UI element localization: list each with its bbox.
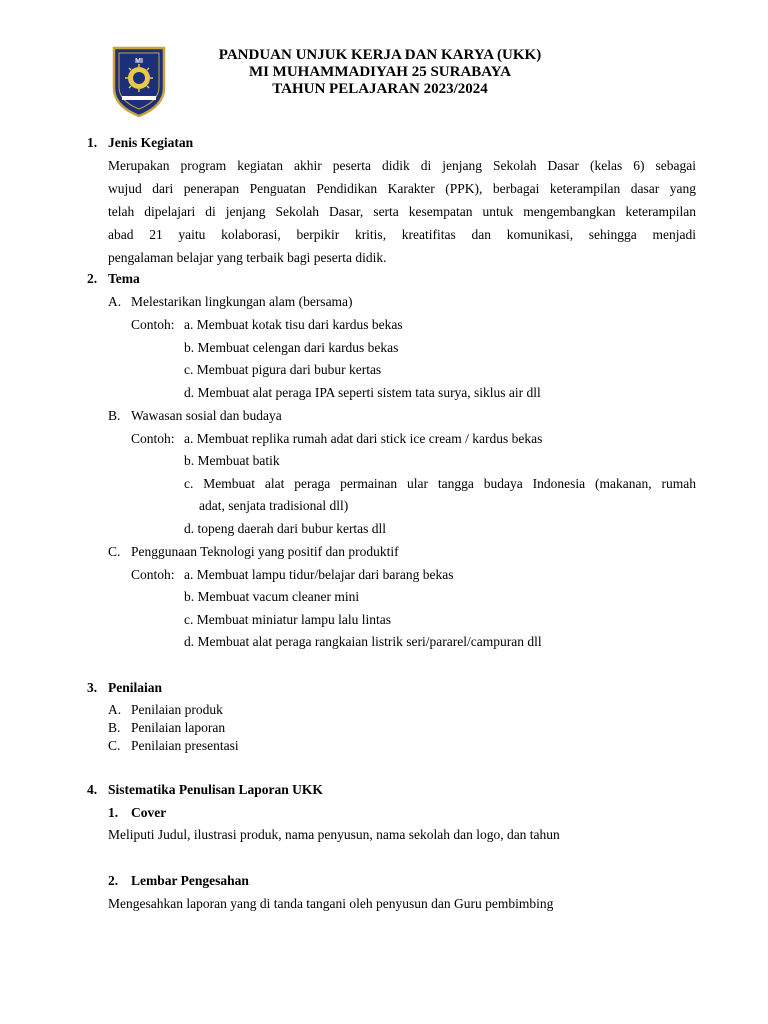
- paragraph-line: wujud dari penerapan Penguatan Pendidikan Karakter (PPK), berbagai keterampilan dasar yang: [108, 181, 696, 196]
- theme-b-title: Wawasan sosial dan budaya: [131, 408, 282, 423]
- subsection-title: Cover: [131, 805, 167, 820]
- section-2-title: Tema: [108, 271, 140, 286]
- list-item: b. Membuat batik: [184, 453, 280, 468]
- theme-c-title: Penggunaan Teknologi yang positif dan produktif: [131, 544, 399, 559]
- subsection-number: 2.: [108, 873, 119, 888]
- list-item: Penilaian presentasi: [131, 738, 239, 753]
- subsection-text: Meliputi Judul, ilustrasi produk, nama penyusun, nama sekolah dan logo, dan tahun: [108, 827, 560, 842]
- example-label: Contoh:: [131, 317, 175, 332]
- theme-c-letter: C.: [108, 544, 121, 559]
- list-item: b. Membuat vacum cleaner mini: [184, 589, 360, 604]
- section-1-paragraph: [108, 154, 696, 269]
- list-item: [184, 476, 696, 492]
- paragraph-line: Merupakan program kegiatan akhir peserta didik di jenjang Sekolah Dasar (kelas 6) sebagai: [108, 158, 696, 173]
- list-item: d. Membuat alat peraga IPA seperti sistem tata surya, siklus air dll: [184, 385, 541, 400]
- subsection-number: 1.: [108, 805, 119, 820]
- list-letter: B.: [108, 720, 121, 735]
- list-item: Penilaian laporan: [131, 720, 226, 735]
- list-letter: C.: [108, 738, 121, 753]
- header-year: TAHUN PELAJARAN 2023/2024: [272, 81, 488, 97]
- list-item: Penilaian produk: [131, 702, 223, 717]
- list-letter: A.: [108, 702, 122, 717]
- list-item: a. Membuat lampu tidur/belajar dari barang bekas: [184, 567, 454, 582]
- document-header: [180, 47, 580, 98]
- subsection-title: Lembar Pengesahan: [131, 873, 249, 888]
- section-3-title: Penilaian: [108, 680, 163, 695]
- list-item: d. topeng daerah dari bubur kertas dll: [184, 521, 387, 536]
- section-3-number: 3.: [87, 680, 98, 695]
- list-item-line: adat, senjata tradisional dll): [199, 498, 349, 513]
- section-2-number: 2.: [87, 271, 98, 286]
- list-item: a. Membuat replika rumah adat dari stick ice cream / kardus bekas: [184, 431, 543, 446]
- example-label: Contoh:: [131, 567, 175, 582]
- svg-text:MI: MI: [135, 58, 143, 65]
- theme-a-letter: A.: [108, 294, 122, 309]
- header-title: PANDUAN UNJUK KERJA DAN KARYA (UKK): [218, 47, 542, 63]
- list-item: a. Membuat kotak tisu dari kardus bekas: [184, 317, 403, 332]
- section-1-title: Jenis Kegiatan: [108, 135, 194, 150]
- list-item: b. Membuat celengan dari kardus bekas: [184, 340, 399, 355]
- theme-a-title: Melestarikan lingkungan alam (bersama): [131, 294, 353, 309]
- section-4-number: 4.: [87, 782, 98, 797]
- subsection-text: Mengesahkan laporan yang di tanda tangani oleh penyusun dan Guru pembimbing: [108, 896, 554, 911]
- list-item-line: c. Membuat alat peraga permainan ular tangga budaya Indonesia (makanan, rumah: [184, 476, 696, 491]
- school-logo-icon: [108, 44, 170, 118]
- section-1-number: 1.: [87, 135, 98, 150]
- list-item: d. Membuat alat peraga rangkaian listrik seri/pararel/campuran dll: [184, 634, 542, 649]
- paragraph-line: pengalaman belajar yang terbaik bagi peserta didik.: [108, 250, 387, 265]
- list-item: c. Membuat miniatur lampu lalu lintas: [184, 612, 391, 627]
- theme-b-letter: B.: [108, 408, 121, 423]
- paragraph-line: abad 21 yaitu kolaborasi, berpikir kritis, kreatifitas dan komunikasi, sehingga menjadi: [108, 227, 696, 242]
- header-school: MI MUHAMMADIYAH 25 SURABAYA: [248, 64, 512, 80]
- list-item: c. Membuat pigura dari bubur kertas: [184, 362, 382, 377]
- example-label: Contoh:: [131, 431, 175, 446]
- section-4-title: Sistematika Penulisan Laporan UKK: [108, 782, 323, 797]
- paragraph-line: telah dipelajari di jenjang Sekolah Dasar, serta kesempatan untuk mengembangkan keterampilan: [108, 204, 696, 219]
